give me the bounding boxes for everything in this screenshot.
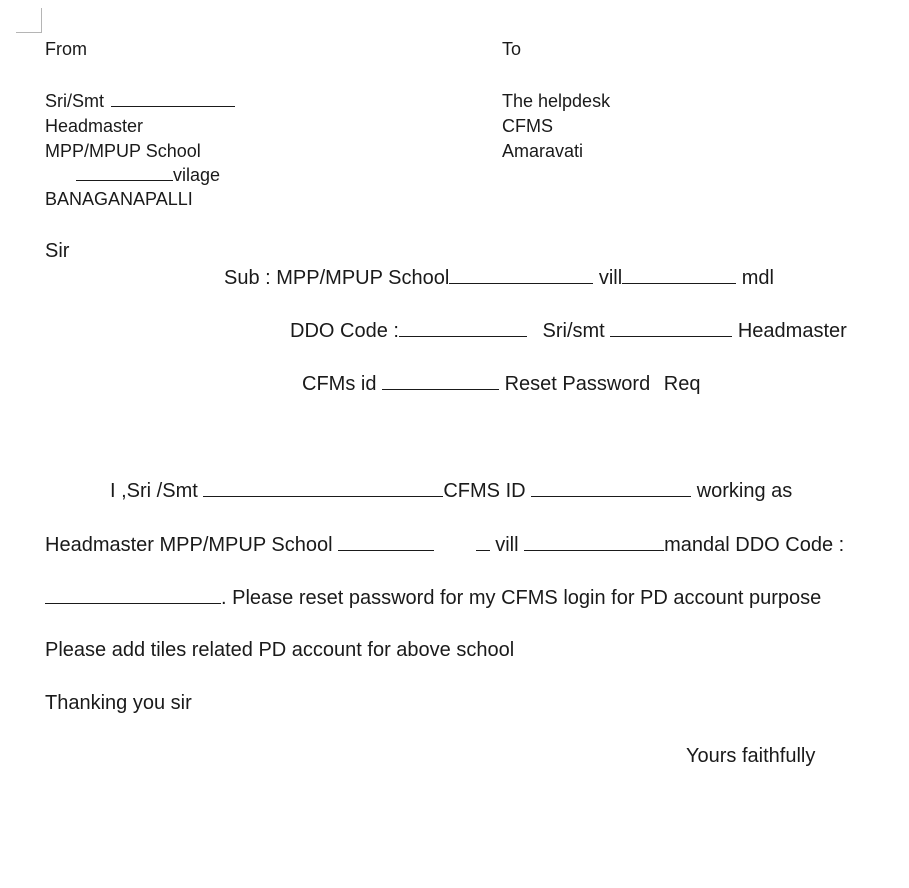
subject-cfms-blank <box>382 388 499 390</box>
subject-prefix: Sub : MPP/MPUP School <box>224 267 450 289</box>
from-name-prefix: Sri/Smt <box>45 91 105 111</box>
body-line-4: Please add tiles related PD account for above school <box>45 639 515 661</box>
body-line-3 <box>45 588 821 608</box>
from-village-suffix: vilage <box>173 165 221 185</box>
closing-thanks: Thanking you sir <box>45 692 192 714</box>
body-line-2 <box>45 535 844 555</box>
from-name-line <box>45 92 235 110</box>
closing-signoff: Yours faithfully <box>686 745 816 767</box>
body-school-blank <box>338 549 434 551</box>
from-school: MPP/MPUP School <box>45 141 201 161</box>
subject-cfms-label: CFMs id <box>302 373 377 395</box>
from-mandal: BANAGANAPALLI <box>45 189 193 209</box>
body-name-blank <box>203 495 443 497</box>
from-designation: Headmaster <box>45 116 144 136</box>
body-line3-text: . Please reset password for my CFMS login for PD account purpose <box>221 587 822 609</box>
subject-reset-label: Reset Password <box>504 373 651 395</box>
subject-req-label: Req <box>663 373 701 395</box>
body-line-1 <box>110 481 792 501</box>
subject-vill-blank <box>622 282 736 284</box>
from-village-blank <box>76 179 173 181</box>
to-line-2: CFMS <box>502 116 553 136</box>
salutation: Sir <box>45 240 70 262</box>
to-line-1: The helpdesk <box>502 91 611 111</box>
from-heading: From <box>45 39 87 59</box>
body-ddo-blank <box>45 602 221 604</box>
body-line1-prefix: I ,Sri /Smt <box>110 480 198 502</box>
page-corner-mark <box>16 8 42 33</box>
body-line2-mandal: mandal DDO Code : <box>664 534 845 556</box>
from-village-line <box>76 166 220 184</box>
body-line2-vill: vill <box>495 534 519 556</box>
to-heading: To <box>502 39 522 59</box>
body-line1-working: working as <box>696 480 793 502</box>
subject-line-2 <box>290 321 847 341</box>
body-vill-pre-blank <box>476 549 490 551</box>
subject-ddo-label: DDO Code : <box>290 320 399 342</box>
body-line2-prefix: Headmaster MPP/MPUP School <box>45 534 333 556</box>
subject-mdl-label: mdl <box>741 267 774 289</box>
body-line1-cfms: CFMS ID <box>443 480 526 502</box>
subject-ddo-blank <box>399 335 527 337</box>
subject-sri-label: Sri/smt <box>542 320 605 342</box>
subject-headmaster-label: Headmaster <box>737 320 847 342</box>
subject-sri-blank <box>610 335 732 337</box>
body-cfms-blank <box>531 495 691 497</box>
subject-line-1 <box>224 268 774 288</box>
to-line-3: Amaravati <box>502 141 584 161</box>
subject-school-blank <box>449 282 593 284</box>
subject-line-3 <box>302 374 700 394</box>
from-name-blank <box>111 105 235 107</box>
body-vill-blank <box>524 549 664 551</box>
subject-vill-label: vill <box>598 267 623 289</box>
